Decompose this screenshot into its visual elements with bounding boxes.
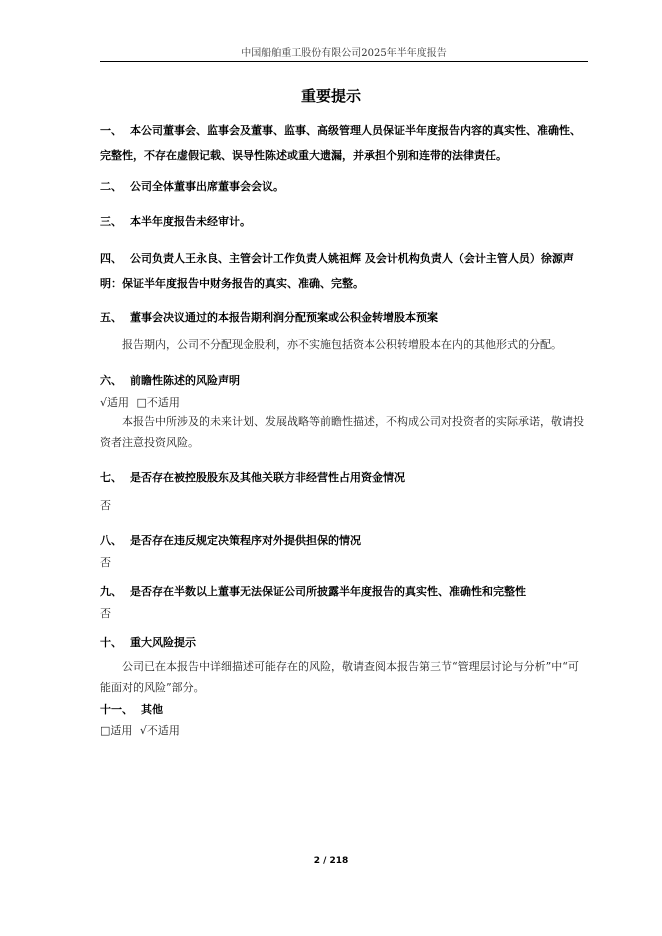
section-9-text: 是否存在半数以上董事无法保证公司所披露半年度报告的真实性、准确性和完整性 xyxy=(130,585,526,598)
not-applicable-check: √不适用 xyxy=(139,724,180,737)
not-applicable-check: □不适用 xyxy=(136,396,180,409)
section-11 xyxy=(100,698,588,722)
section-6-applicability xyxy=(100,394,184,412)
section-7-body: 否 xyxy=(100,499,111,512)
section-7-number: 七、 xyxy=(100,471,122,484)
section-5-body: 报告期内，公司不分配现金股利，亦不实施包括资本公积转增股本在内的其他形式的分配。 xyxy=(122,338,562,351)
section-5-number: 五、 xyxy=(100,311,122,324)
section-9-body: 否 xyxy=(100,607,111,620)
page-number: 2 / 218 xyxy=(313,856,349,866)
section-3-text: 本半年度报告未经审计。 xyxy=(130,215,251,228)
section-6-text: 前瞻性陈述的风险声明 xyxy=(130,374,240,387)
section-3-number: 三、 xyxy=(100,215,122,228)
header-rule xyxy=(100,61,588,62)
section-7 xyxy=(100,466,588,490)
section-4 xyxy=(100,246,588,296)
section-6 xyxy=(100,369,588,393)
applicable-check: □适用 xyxy=(100,724,133,737)
section-9-number: 九、 xyxy=(100,585,122,598)
section-2 xyxy=(100,175,588,199)
section-8 xyxy=(100,529,588,553)
section-1-number: 一、 xyxy=(100,124,122,137)
section-4-number: 四、 xyxy=(100,252,122,265)
section-1 xyxy=(100,118,588,168)
section-10 xyxy=(100,631,588,655)
section-4-text: 公司负责人王永良、主管会计工作负责人姚祖辉 及会计机构负责人（会计主管人员）徐源声明：保证半年度报告中财务报告的真实、准确、完整。 xyxy=(100,252,574,290)
section-9 xyxy=(100,580,588,604)
section-6-body: 本报告中所涉及的未来计划、发展战略等前瞻性描述，不构成公司对投资者的实际承诺，敬请投资者注意投资风险。 xyxy=(100,415,584,449)
section-8-text: 是否存在违反规定决策程序对外提供担保的情况 xyxy=(130,534,361,547)
section-8-body: 否 xyxy=(100,556,111,569)
section-10-text: 重大风险提示 xyxy=(130,636,196,649)
section-5-text: 董事会决议通过的本报告期利润分配预案或公积金转增股本预案 xyxy=(130,311,438,324)
section-2-text: 公司全体董事出席董事会会议。 xyxy=(130,180,284,193)
section-3 xyxy=(100,210,588,234)
section-8-number: 八、 xyxy=(100,534,122,547)
section-11-number: 十一、 xyxy=(100,703,133,716)
section-11-text: 其他 xyxy=(141,703,163,716)
section-10-body: 公司已在本报告中详细描述可能存在的风险，敬请查阅本报告第三节“管理层讨论与分析”中“可能面对的风险”部分。 xyxy=(100,660,579,694)
section-11-applicability xyxy=(100,722,184,740)
page-title: 重要提示 xyxy=(300,87,361,105)
page-header: 中国船舶重工股份有限公司2025年半年度报告 xyxy=(241,48,447,59)
section-7-text: 是否存在被控股股东及其他关联方非经营性占用资金情况 xyxy=(130,471,405,484)
section-5 xyxy=(100,306,588,330)
section-2-number: 二、 xyxy=(100,180,122,193)
section-6-number: 六、 xyxy=(100,374,122,387)
section-10-number: 十、 xyxy=(100,636,122,649)
applicable-check: √适用 xyxy=(100,396,130,409)
section-1-text: 本公司董事会、监事会及董事、监事、高级管理人员保证半年度报告内容的真实性、准确性、完整性，不存在虚假记载、误导性陈述或重大遗漏，并承担个别和连带的法律责任。 xyxy=(100,124,581,162)
